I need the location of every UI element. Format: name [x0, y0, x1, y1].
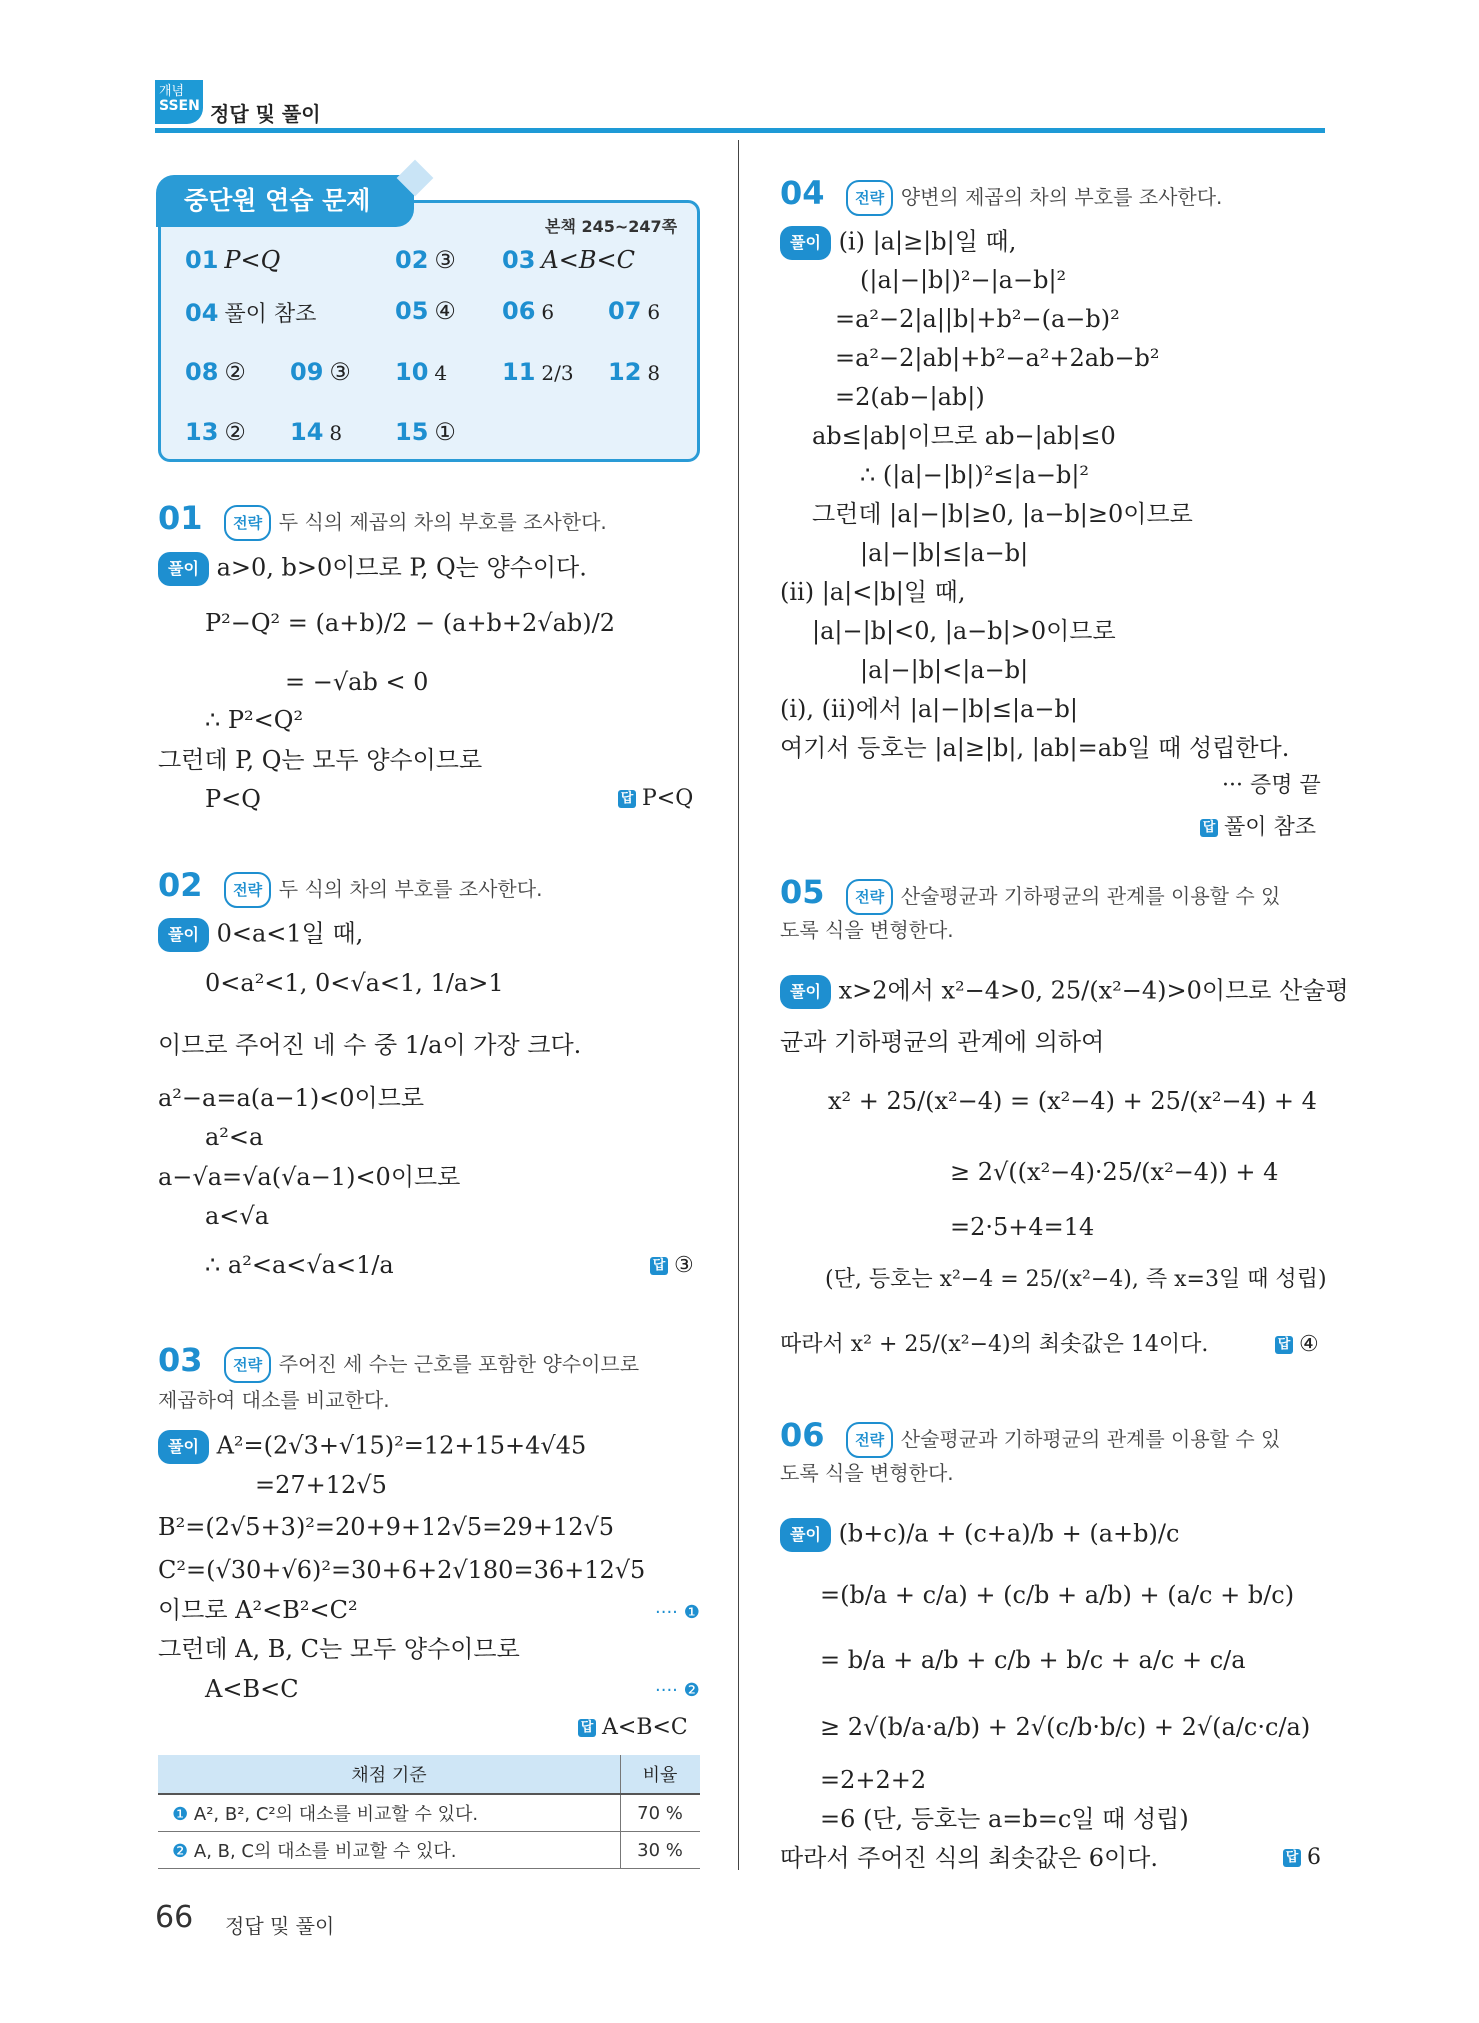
q06-line: ≥ 2√(b/a·a/b) + 2√(c/b·b/c) + 2√(a/c·c/a): [820, 1713, 1311, 1741]
answer-item: 10 4: [395, 358, 448, 386]
q05-answer: 답 ④: [1275, 1332, 1319, 1357]
grading-header-ratio: 비율: [621, 1755, 701, 1794]
answer-item: 15 ①: [395, 418, 456, 446]
answer-item: 14 8: [290, 418, 343, 446]
q02-line: a<√a: [205, 1202, 270, 1230]
column-divider: [738, 140, 739, 1870]
q05-line: 풀이 x>2에서 x²−4>0, 25/(x²−4)>0이므로 산술평: [780, 975, 1349, 1009]
q02-line: a²−a=a(a−1)<0이므로: [158, 1084, 425, 1112]
q03-line: 이므로 A²<B²<C²: [158, 1596, 358, 1624]
q05-line: x² + 25/(x²−4) = (x²−4) + 25/(x²−4) + 4: [828, 1087, 1317, 1115]
answer-item: 03 A<B<C: [502, 246, 635, 274]
table-row: ❶ A², B², C²의 대소를 비교할 수 있다. 70 %: [158, 1794, 700, 1832]
q04-line: |a|−|b|≤|a−b|: [860, 539, 1029, 567]
q04-line: ··· 증명 끝: [1222, 773, 1321, 798]
q04-line: 그런데 |a|−|b|≥0, |a−b|≥0이므로: [812, 500, 1193, 528]
footer-title: 정답 및 풀이: [225, 1914, 335, 1938]
q03-line: =27+12√5: [255, 1471, 387, 1499]
q03-line: A<B<C: [205, 1675, 299, 1703]
answer-item: 13 ②: [185, 418, 246, 446]
q01-line: P<Q: [205, 785, 261, 813]
q05-line: 균과 기하평균의 관계에 의하여: [780, 1028, 1105, 1056]
q06-line: 따라서 주어진 식의 최솟값은 6이다.: [780, 1844, 1158, 1872]
logo-line2: SSEN: [159, 98, 200, 114]
table-row: ❷ A, B, C의 대소를 비교할 수 있다. 30 %: [158, 1832, 700, 1869]
answer-item: 09 ③: [290, 358, 351, 386]
q04-line: |a|−|b|<|a−b|: [860, 656, 1029, 684]
q06-strategy2: 도록 식을 변형한다.: [780, 1461, 954, 1485]
q04-line: 여기서 등호는 |a|≥|b|, |ab|=ab일 때 성립한다.: [780, 734, 1290, 762]
ssen-logo: [155, 80, 203, 124]
q02-line: a²<a: [205, 1123, 264, 1151]
q02-line: 풀이 0<a<1일 때,: [158, 918, 363, 952]
q03-line: B²=(2√5+3)²=20+9+12√5=29+12√5: [158, 1513, 615, 1541]
q05-heading: 05 전략 산술평균과 기하평균의 관계를 이용할 수 있: [780, 877, 1280, 915]
answer-item: 12 8: [608, 358, 661, 386]
q06-line: = b/a + a/b + c/b + b/c + a/c + c/a: [820, 1646, 1246, 1674]
q06-line: =(b/a + c/a) + (c/b + a/b) + (a/c + b/c): [820, 1581, 1295, 1609]
q04-line: (ⅰ), (ⅱ)에서 |a|−|b|≤|a−b|: [780, 695, 1078, 723]
q05-line: 따라서 x² + 25/(x²−4)의 최솟값은 14이다.: [780, 1332, 1209, 1357]
answer-item: 06 6: [502, 297, 555, 325]
q03-line: 풀이 A²=(2√3+√15)²=12+15+4√45: [158, 1430, 586, 1464]
q02-answer: 답 ③: [650, 1253, 694, 1278]
answer-item: 08 ②: [185, 358, 246, 386]
q02-line: 이므로 주어진 네 수 중 1/a이 가장 크다.: [158, 1031, 582, 1059]
grading-header-criteria: 채점 기준: [158, 1755, 621, 1794]
answer-item: 02 ③: [395, 246, 456, 274]
q01-answer: 답 P<Q: [618, 786, 693, 811]
q03-answer: 답 A<B<C: [578, 1715, 688, 1740]
q06-answer: 답 6: [1283, 1845, 1321, 1870]
q01-heading: 01 전략 두 식의 제곱의 차의 부호를 조사한다.: [158, 503, 607, 541]
q04-line: (|a|−|b|)²−|a−b|²: [860, 266, 1067, 294]
q04-heading: 04 전략 양변의 제곱의 차의 부호를 조사한다.: [780, 178, 1222, 216]
answer-item: 11 2/3: [502, 358, 574, 386]
q05-line: (단, 등호는 x²−4 = 25/(x²−4), 즉 x=3일 때 성립): [825, 1267, 1327, 1292]
q05-strategy2: 도록 식을 변형한다.: [780, 918, 954, 942]
q06-line: 풀이 (b+c)/a + (c+a)/b + (a+b)/c: [780, 1518, 1179, 1552]
q02-line: a−√a=√a(√a−1)<0이므로: [158, 1163, 461, 1191]
q01-line: 풀이 a>0, b>0이므로 P, Q는 양수이다.: [158, 552, 587, 586]
q06-line: =2+2+2: [820, 1766, 927, 1794]
q01-line: P²−Q² = (a+b)/2 − (a+b+2√ab)/2: [205, 609, 615, 637]
q02-line: 0<a²<1, 0<√a<1, 1/a>1: [205, 969, 504, 997]
q06-heading: 06 전략 산술평균과 기하평균의 관계를 이용할 수 있: [780, 1420, 1280, 1458]
q04-line: =a²−2|ab|+b²−a²+2ab−b²: [835, 344, 1160, 372]
step-marker-1: ···· ❶: [655, 1602, 700, 1623]
page-number: 66: [155, 1900, 194, 1935]
grading-table: [158, 1755, 700, 1869]
q04-line: ab≤|ab|이므로 ab−|ab|≤0: [812, 422, 1116, 450]
answer-item: 04 풀이 참조: [185, 299, 317, 327]
q02-heading: 02 전략 두 식의 차의 부호를 조사한다.: [158, 870, 542, 908]
q01-line: = −√ab < 0: [285, 668, 429, 696]
logo-line1: 개념: [159, 84, 185, 99]
q01-line: 그런데 P, Q는 모두 양수이므로: [158, 746, 483, 774]
q03-line: C²=(√30+√6)²=30+6+2√180=36+12√5: [158, 1556, 646, 1584]
header-rule: [155, 128, 1325, 133]
header-title: 정답 및 풀이: [210, 102, 321, 126]
q04-line: 풀이 (ⅰ) |a|≥|b|일 때,: [780, 226, 1016, 260]
q03-strategy2: 제곱하여 대소를 비교한다.: [158, 1388, 390, 1412]
q05-line: =2·5+4=14: [950, 1213, 1095, 1241]
q05-line: ≥ 2√((x²−4)·25/(x²−4)) + 4: [950, 1158, 1279, 1186]
answer-item: 01 P<Q: [185, 246, 281, 274]
answer-item: 05 ④: [395, 297, 456, 325]
q01-line: ∴ P²<Q²: [205, 706, 304, 734]
q06-line: =6 (단, 등호는 a=b=c일 때 성립): [820, 1805, 1189, 1833]
q03-heading: 03 전략 주어진 세 수는 근호를 포함한 양수이므로: [158, 1345, 639, 1383]
q03-line: 그런데 A, B, C는 모두 양수이므로: [158, 1635, 520, 1663]
step-marker-2: ···· ❷: [655, 1680, 700, 1701]
q04-line: |a|−|b|<0, |a−b|>0이므로: [812, 617, 1116, 645]
answers-box-title: 중단원 연습 문제: [156, 175, 414, 227]
q04-answer: 답 풀이 참조: [1200, 810, 1316, 841]
q04-line: =2(ab−|ab|): [835, 383, 985, 411]
q04-line: ∴ (|a|−|b|)²≤|a−b|²: [860, 461, 1090, 489]
q02-line: ∴ a²<a<√a<1/a: [205, 1251, 394, 1279]
q04-line: (ⅱ) |a|<|b|일 때,: [780, 578, 966, 606]
answers-box-ref: 본책 245~247쪽: [545, 217, 678, 236]
q04-line: =a²−2|a||b|+b²−(a−b)²: [835, 305, 1120, 333]
answer-item: 07 6: [608, 297, 661, 325]
